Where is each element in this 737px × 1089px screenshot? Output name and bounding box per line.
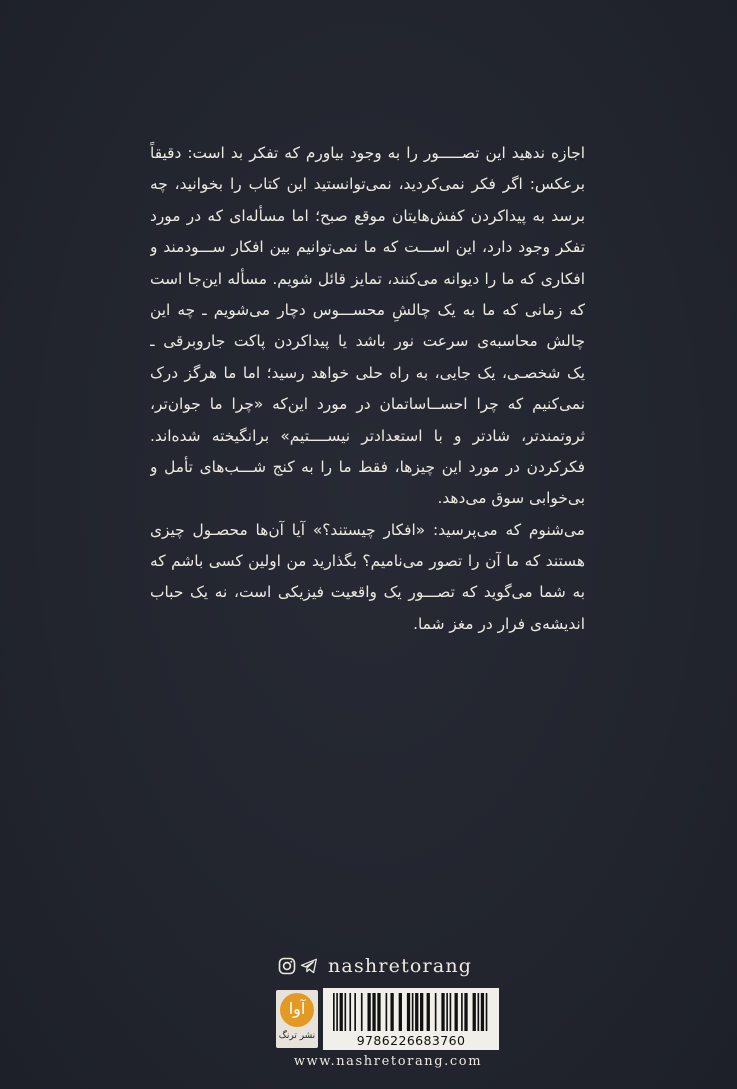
barcode-bar [333,993,335,1031]
barcode-bar [407,993,410,1031]
text-line: فکرکردن در مورد این چیزها، فقط ما را به کنج شـــب‌های تأمل و [150,457,585,476]
barcode-bar [446,993,448,1031]
barcode-bar [450,993,452,1031]
text-line: برسد به پیداکردن کفش‌هایتان موقع صبح؛ اما مسأله‌ای که در مورد [150,206,585,225]
text-line: ثروتمندتر، شادتر و با استعدادتر نیســــتیم» برانگیخته شده‌اند. [150,426,585,445]
isbn-number: 9786226683760 [356,1033,466,1048]
barcode-bar [455,993,458,1031]
publisher-logo-label: نشر ترنگ [278,1031,316,1041]
text-line: بی‌خوابی سوق می‌دهد. [437,489,585,508]
barcode-bar [377,993,380,1031]
text-line: هستند که ما آن را تصور می‌نامیم؟ بگذارید من اولین کسی باشم که [150,552,585,571]
isbn-barcode [323,988,499,1050]
text-line: نمی‌کنیم که چرا احســاساتمان در مورد این‌که «چرا ما جوان‌تر، [150,395,585,414]
text-line: به شما می‌گوید که تصـــور یک واقعیت فیزیکی است، نه یک حباب [150,583,585,602]
publisher-website[interactable]: www.nashretorang.com [293,1054,483,1069]
instagram-icon[interactable] [278,957,296,975]
barcode-bars [329,993,493,1033]
paragraph-1 [150,138,585,515]
text-line: می‌شنوم که می‌پرسید: «افکار چیستند؟» آیا آن‌ها محصـول چیزی [150,520,585,539]
barcode-bar [399,993,402,1031]
telegram-icon[interactable] [300,957,318,975]
text-line: اندیشه‌ی فرار در مغز شما. [413,614,585,633]
text-line: افکاری که ما را دیوانه می‌کنند، تمایز قائل شویم. مسأله این‌جا است [150,269,585,288]
social-links [278,953,472,979]
text-line: چالش محاسبه‌ی سرعت نور باشد یا پیداکردن پاکت جاروبرقی ـ [150,332,585,351]
barcode-bar [367,993,370,1031]
barcode-bar [354,993,356,1031]
barcode-bar [344,993,346,1031]
publisher-logo-glyph: آوا [288,999,306,1018]
text-line: تفکر وجود دارد، این اســـت که ما نمی‌توانیم بین افکار ســـودمند و [150,238,585,257]
barcode-bar [372,993,375,1031]
barcode-bar [481,993,484,1031]
text-line: یک شخصـی، یک جایی، به راه حلی خواهد رسید؛ اما ما هرگز درک [150,363,585,382]
barcode-bar [390,993,393,1031]
social-handle[interactable]: nashretorang [328,955,473,977]
barcode-bar [340,993,343,1031]
barcode-bar [336,993,338,1031]
barcode-bar [349,993,351,1031]
barcode-bar [473,993,476,1031]
publisher-logo [276,990,318,1048]
barcode-bar [386,993,388,1031]
barcode-bar [461,993,463,1031]
paragraph-2 [150,515,585,641]
text-line: که زمانی که ما به یک چالشِ محســـوس دچار می‌شویم ـ چه این [150,300,585,319]
barcode-bar [415,993,418,1031]
barcode-bar [486,993,488,1031]
barcode-bar [361,993,363,1031]
publisher-logo-mark [280,993,314,1027]
barcode-bar [420,993,423,1031]
barcode-bar [435,993,437,1031]
text-line: برعکس: اگر فکر نمی‌کردید، نمی‌توانستید این کتاب را بخوانید، چه [150,175,585,194]
barcode-bar [412,993,414,1031]
back-cover-blurb [150,138,585,640]
barcode-bar [427,993,430,1031]
text-line: اجازه ندهید این تصـــــور را به وجود بیاورم که تفکر بد است: دقیقاً [150,144,585,162]
barcode-bar [441,993,444,1031]
barcode-bar [464,993,467,1031]
barcode-bar [478,993,480,1031]
